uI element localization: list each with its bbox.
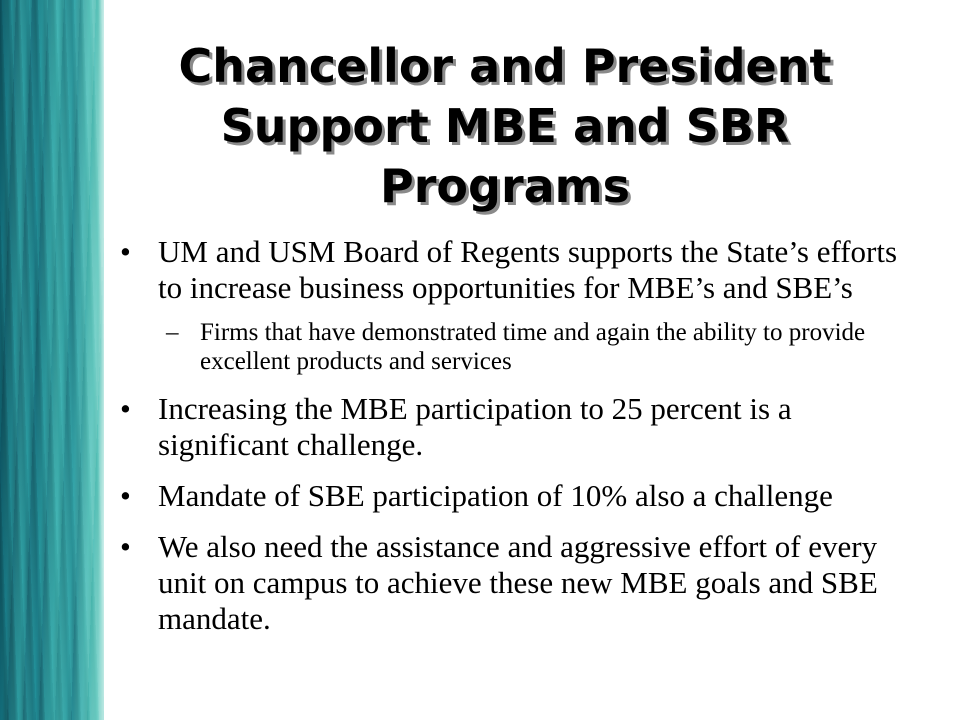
- sub-bullet-list: [158, 318, 898, 376]
- sub-bullet-text: Firms that have demonstrated time and again the ability to provide excellent products and services: [200, 319, 866, 375]
- bullet-marker: •: [120, 529, 131, 564]
- bullet-text: We also need the assistance and aggressive effort of every unit on campus to achieve these new MBE goals and SBE mandate.: [158, 529, 878, 636]
- bullet-text: Increasing the MBE participation to 25 percent is a significant challenge.: [158, 391, 792, 462]
- bullet-list: [118, 234, 898, 652]
- sub-bullet-marker: –: [166, 319, 179, 346]
- slide-title: Chancellor and President Support MBE and SBR Programs: [178, 39, 832, 213]
- bullet-item: [118, 391, 898, 463]
- bullet-item: [118, 529, 898, 637]
- bullet-item: [118, 478, 898, 514]
- decorative-side-bar: [0, 0, 104, 720]
- bullet-text: UM and USM Board of Regents supports the State’s efforts to increase business opportunities for MBE’s and SBE’s: [158, 234, 898, 305]
- bullet-marker: •: [120, 234, 131, 269]
- bullet-marker: •: [120, 391, 131, 426]
- bullet-marker: •: [120, 478, 131, 513]
- sub-bullet-item: [158, 318, 898, 376]
- bullet-item: [118, 234, 898, 376]
- bullet-text: Mandate of SBE participation of 10% also a challenge: [158, 478, 833, 513]
